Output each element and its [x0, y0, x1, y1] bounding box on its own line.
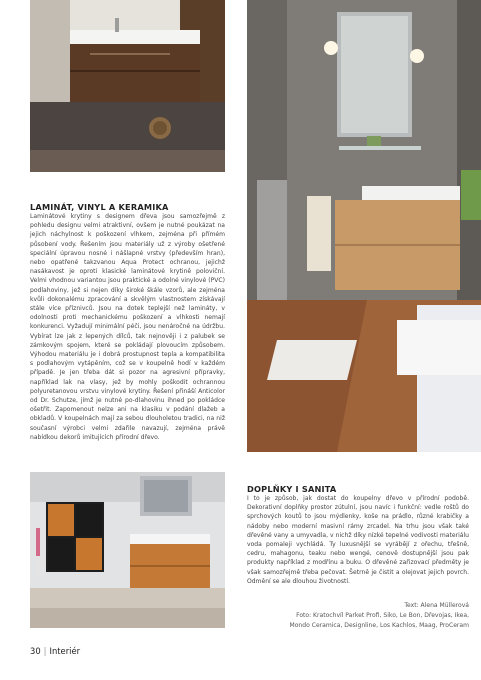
credit-photos-line1: Foto: Kratochvíl Parket Profi, Siko, Le Bon, Dřevojas, Ikea, — [296, 611, 469, 619]
photo-wood-cabinet-bathroom — [30, 472, 225, 628]
page-footer — [30, 646, 80, 656]
heading-doplnky: DOPLŇKY I SANITA — [247, 484, 337, 494]
credit-text-author: Text: Alena Müllerová — [404, 602, 469, 609]
heading-laminat: LAMINÁT, VINYL A KERAMIKA — [30, 202, 169, 212]
article-text-doplnky: I to je způsob, jak dostat do koupelny dřevo v přírodní podobě. Dekorativní doplňky prostor zútulní, jsou navíc i funkční: vedle roštů do sprchových koutů to jsou mýdlenky, koše na prádlo, různé krabičky a nádoby nebo moderní masivní rámy zrcadel. Na trhu jsou však také dřevěné vany a umyvadla, v nichž díky nízké tepelné vodivosti materiálu voda pomaleji vychládá. Ty luxusnější se vyrábějí z ořechu, třešně, cedru, mahagonu, teaku nebo wengé, cenově dostupnější jsou pak produkty například z modřínu a buku. O dřevěné zařizovací předměty je však samozřejmě třeba pečovat. Šetrně je čistit a olejovat jejich povrch. Odmění se ale dlouhou životností. — [247, 495, 469, 585]
credit-photos-line2: Mondo Ceramica, Designline, Los Kachlos, Maag, ProCeram — [289, 621, 469, 629]
photo-stone-bathroom — [247, 0, 481, 452]
credits — [247, 601, 469, 630]
article-text-laminat: Laminátové krytiny s designem dřeva jsou samozřejmě z pohledu designu velmi atraktivní, ovšem je nutné poukázat na jejich náchylnost k poškození vlhkem, zejména při přímém působení vody. Řešením jsou materiály už z výroby ošetřené speciální úpravou nosné i nášlapné vrstvy (především hran), nebo opatřené takzvanou Aqua Protect ochranou, jejichž nasákavost je oproti klasické laminátové krytině poloviční. Velmi vhodnou variantou jsou praktické a odolné vinylové (PVC) podlahoviny, jež si nejen díky široké škále vzorů, ale zejména kvůli dokonalému zpracování a skvělým vlastnostem získávají stále více příznivců. Jsou na dotek teplejší než lamináty, v odolnosti proti mechanickému poškození a vlhkosti nemají konkurenci. Vyžadují minimální péči, jsou nenáročné na údržbu. Vybírat lze jak z lepených dílců, tak nejnověji i z palubek se zámkovým spojem, které se pokládají plovoucím způsobem. Výhodou materiálu je i dobrá prostupnost tepla a kompatibilita s podlahovým vytápěním, což se v koupelně hodí v každém případě. Je jen třeba dát si pozor na agresivní přípravky, například lak na vlasy, jež by mohly poškodit ochrannou polyuretanovou vrstvu vinylové krytiny. Řešení přináší Anticolor od Dr. Schutze, jímž je nutné po-dlahovinu ihned po pokládce ošetřit. Zapomenout nelze ani na klasiku v podání dlažeb a obkladů. V koupelnách mají za sebou dlouholetou tradici, na niž současní výrobci velmi zdařile navazují, zejména právě nabídkou dekorů imitujících přírodní dřevo. — [30, 213, 225, 441]
footer-section: Interiér — [49, 646, 81, 656]
footer-separator: | — [43, 646, 47, 656]
photo-dark-wood-vanity — [30, 0, 225, 172]
page-number: 30 — [30, 646, 41, 656]
